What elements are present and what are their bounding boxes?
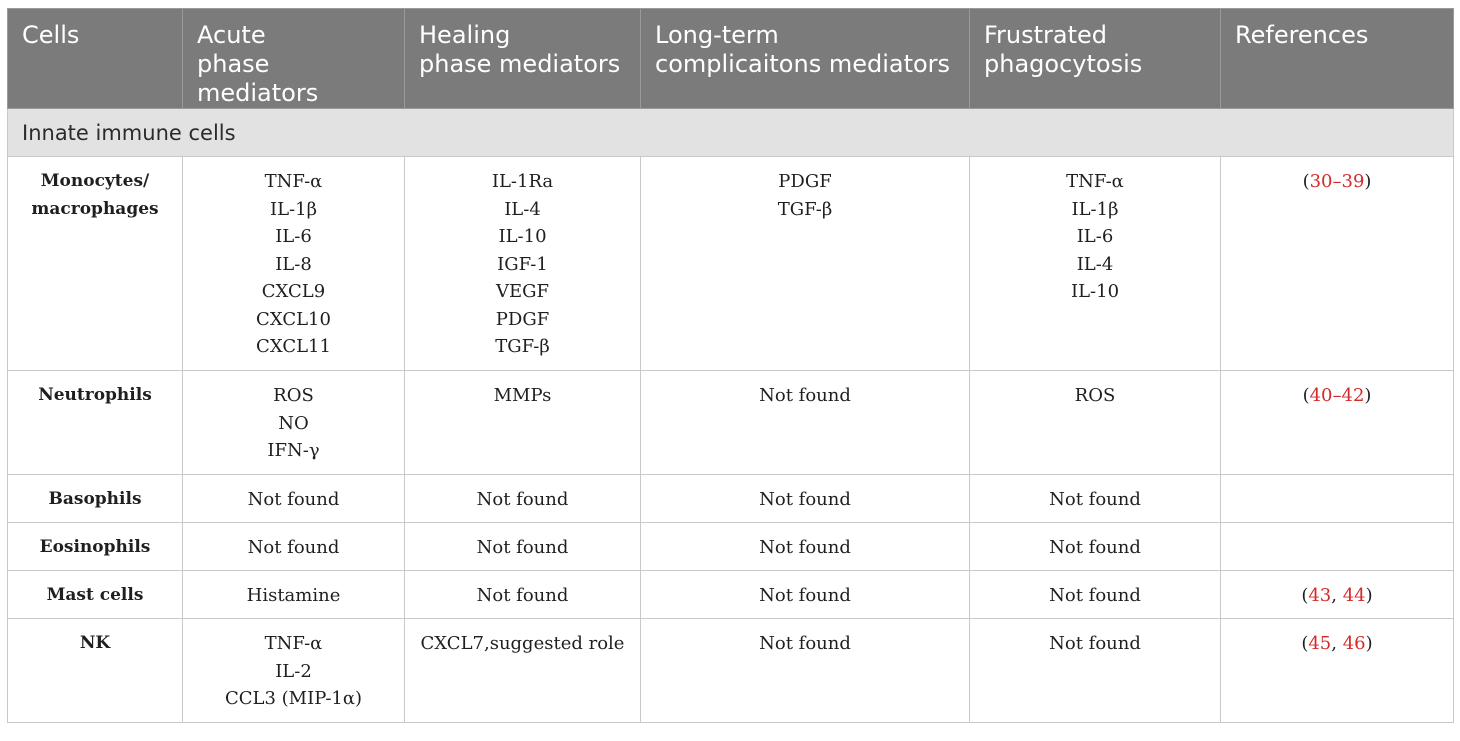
- reference-link[interactable]: 46: [1342, 633, 1366, 654]
- table-row: [8, 475, 1454, 523]
- reference-link[interactable]: 39: [1341, 171, 1365, 192]
- healing-mediators: MMPs: [405, 371, 641, 475]
- header-healing: Healing phase mediators: [405, 9, 641, 109]
- references-cell: (45, 46): [1221, 619, 1454, 723]
- references-cell: (43, 44): [1221, 571, 1454, 619]
- healing-mediators: Not found: [405, 475, 641, 523]
- longterm-mediators: Not found: [641, 571, 970, 619]
- cell-type: Basophils: [8, 475, 183, 523]
- longterm-mediators: Not found: [641, 619, 970, 723]
- longterm-mediators: Not found: [641, 523, 970, 571]
- longterm-mediators: Not found: [641, 475, 970, 523]
- reference-link[interactable]: 30: [1309, 171, 1333, 192]
- header-longterm: Long-term complicaitons mediators: [641, 9, 970, 109]
- healing-mediators: Not found: [405, 523, 641, 571]
- references-cell: [1221, 475, 1454, 523]
- cell-type: Eosinophils: [8, 523, 183, 571]
- references-cell: [1221, 523, 1454, 571]
- cell-type: Monocytes/ macrophages: [8, 157, 183, 371]
- references-cell: (40–42): [1221, 371, 1454, 475]
- healing-mediators: CXCL7,suggested role: [405, 619, 641, 723]
- reference-link[interactable]: 42: [1341, 385, 1365, 406]
- acute-mediators: Not found: [183, 523, 405, 571]
- cell-type: Neutrophils: [8, 371, 183, 475]
- frustrated-phagocytosis: TNF-α IL-1β IL-6 IL-4 IL-10: [970, 157, 1221, 371]
- header-frustrated: Frustrated phagocytosis: [970, 9, 1221, 109]
- acute-mediators: Not found: [183, 475, 405, 523]
- acute-mediators: Histamine: [183, 571, 405, 619]
- cell-type: NK: [8, 619, 183, 723]
- mediators-table: [7, 8, 1454, 723]
- frustrated-phagocytosis: Not found: [970, 523, 1221, 571]
- frustrated-phagocytosis: Not found: [970, 619, 1221, 723]
- healing-mediators: IL-1Ra IL-4 IL-10 IGF-1 VEGF PDGF TGF-β: [405, 157, 641, 371]
- longterm-mediators: PDGF TGF-β: [641, 157, 970, 371]
- acute-mediators: TNF-α IL-1β IL-6 IL-8 CXCL9 CXCL10 CXCL11: [183, 157, 405, 371]
- header-cells: Cells: [8, 9, 183, 109]
- frustrated-phagocytosis: ROS: [970, 371, 1221, 475]
- table-row: [8, 619, 1454, 723]
- cell-type: Mast cells: [8, 571, 183, 619]
- section-row: [8, 109, 1454, 157]
- reference-link[interactable]: 45: [1308, 633, 1332, 654]
- reference-link[interactable]: 43: [1308, 585, 1332, 606]
- table-row: [8, 157, 1454, 371]
- reference-link[interactable]: 40: [1309, 385, 1333, 406]
- healing-mediators: Not found: [405, 571, 641, 619]
- header-references: References: [1221, 9, 1454, 109]
- table-row: [8, 523, 1454, 571]
- header-acute: Acute phase mediators: [183, 9, 405, 109]
- frustrated-phagocytosis: Not found: [970, 475, 1221, 523]
- frustrated-phagocytosis: Not found: [970, 571, 1221, 619]
- header-row: [8, 9, 1454, 109]
- acute-mediators: ROS NO IFN-γ: [183, 371, 405, 475]
- longterm-mediators: Not found: [641, 371, 970, 475]
- section-title: Innate immune cells: [8, 109, 1454, 157]
- acute-mediators: TNF-α IL-2 CCL3 (MIP-1α): [183, 619, 405, 723]
- reference-link[interactable]: 44: [1342, 585, 1366, 606]
- table-row: [8, 371, 1454, 475]
- references-cell: (30–39): [1221, 157, 1454, 371]
- table-row: [8, 571, 1454, 619]
